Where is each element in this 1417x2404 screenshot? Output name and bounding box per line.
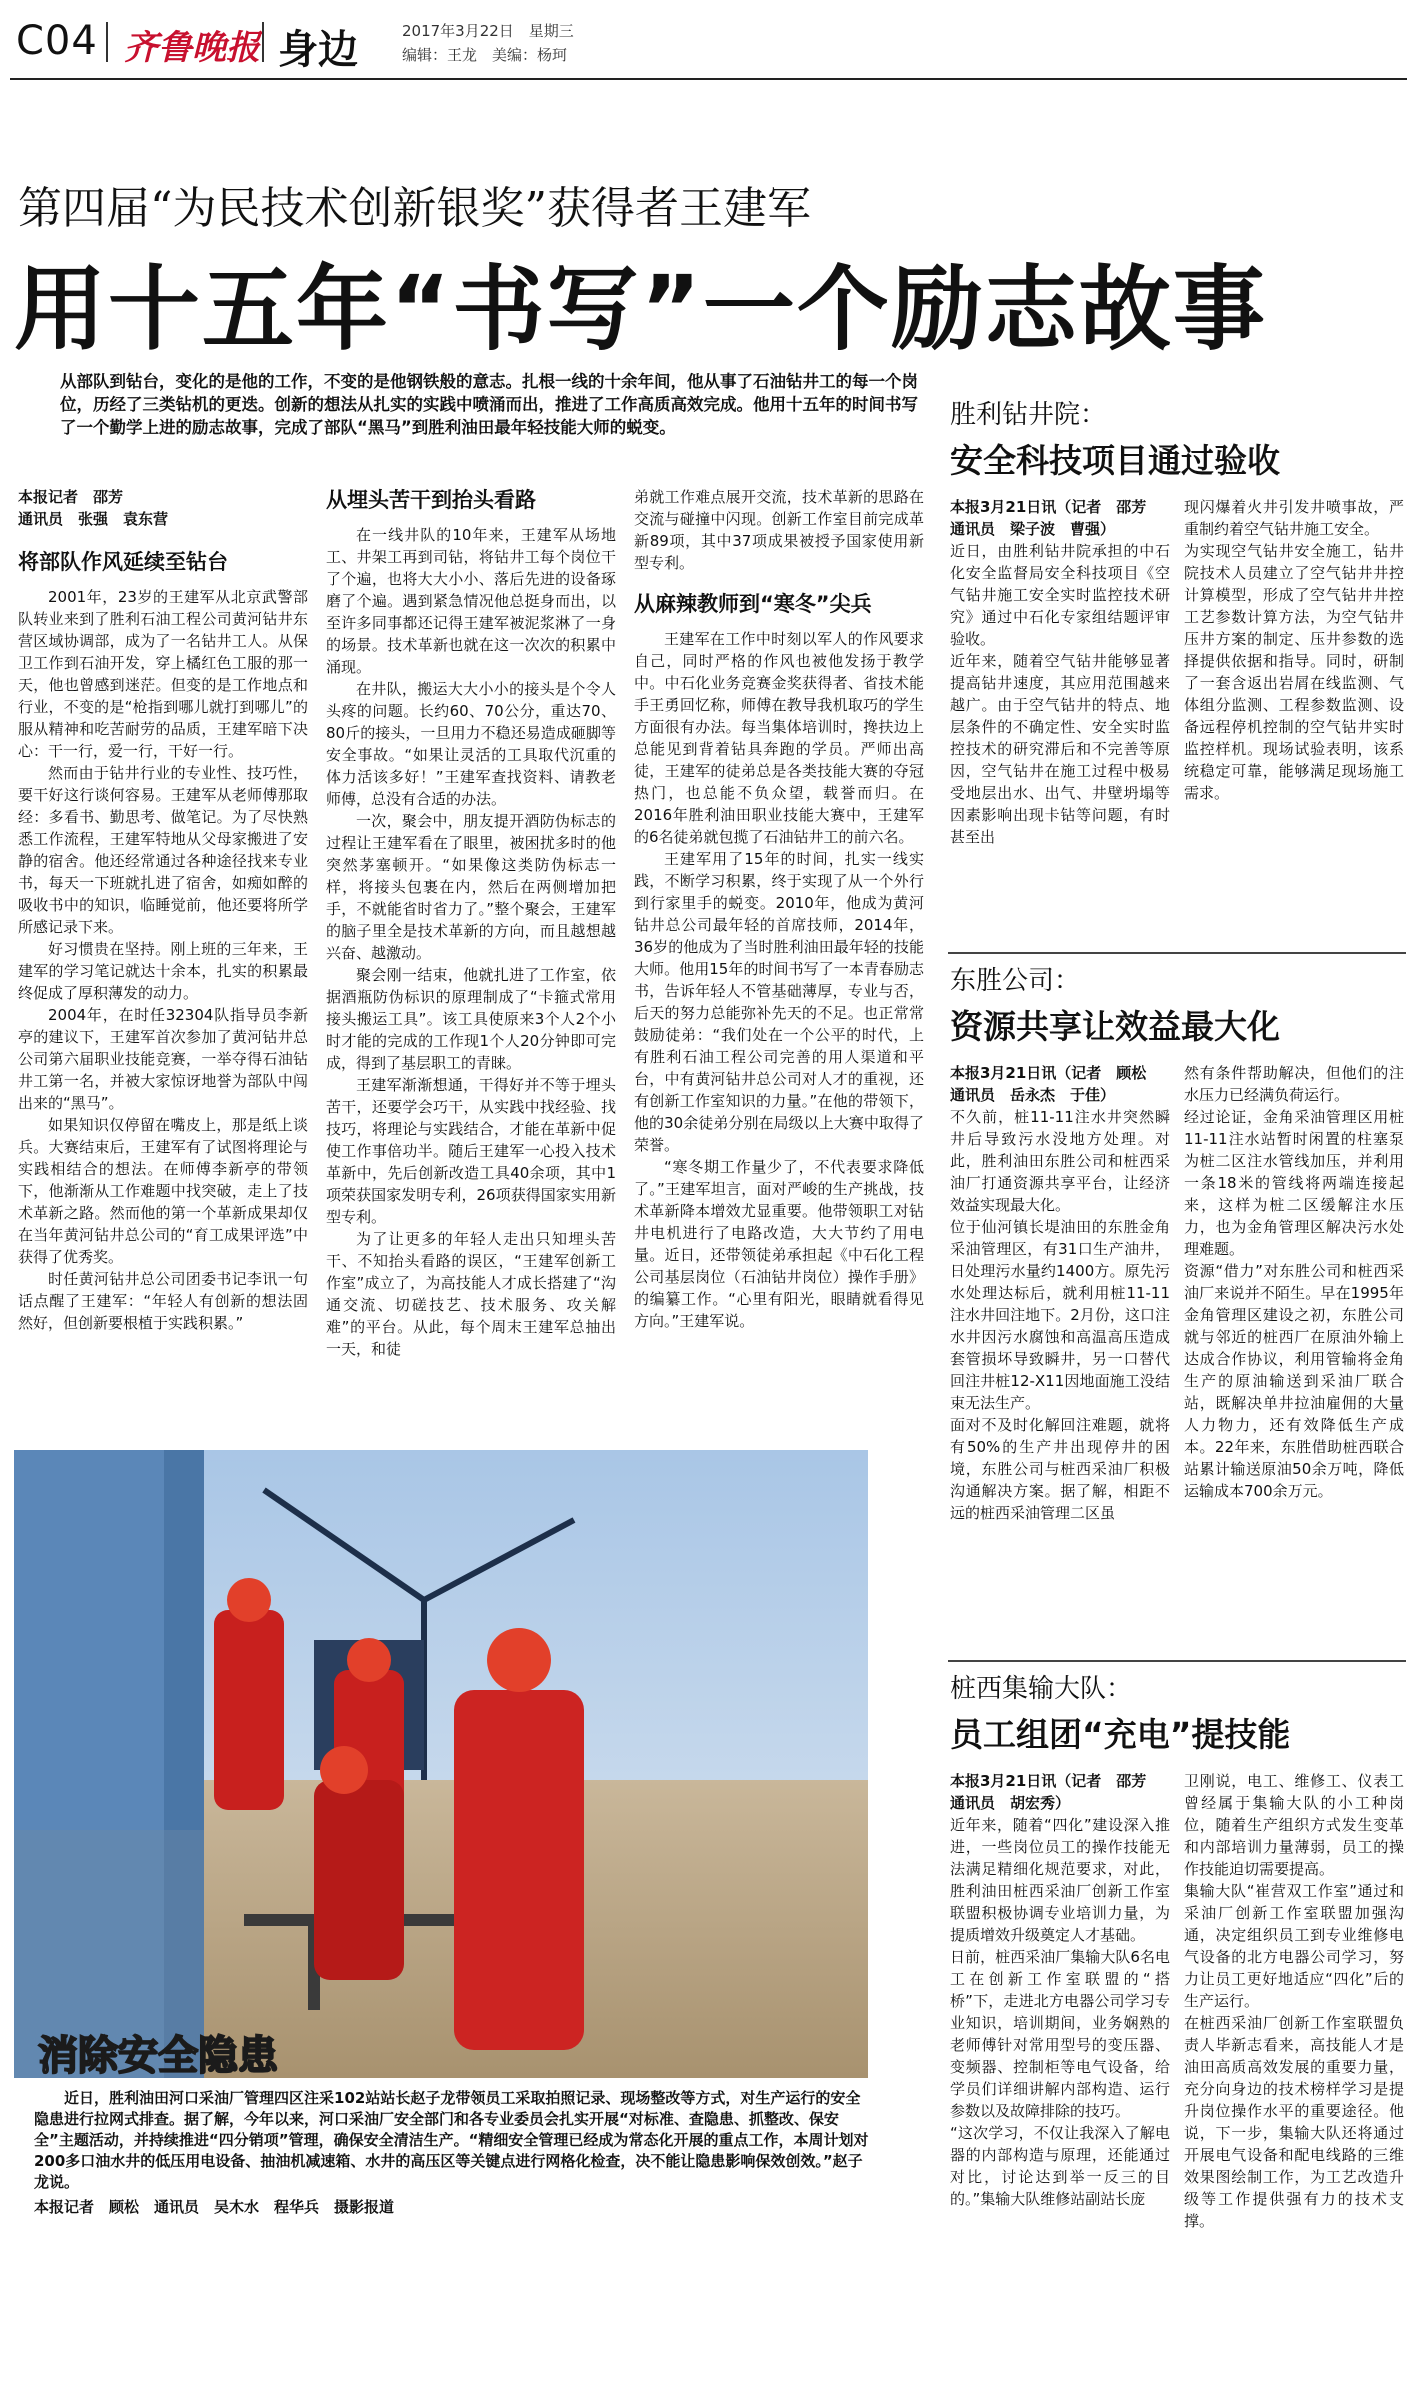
column-text: [18, 586, 308, 1334]
section-divider: [948, 952, 1406, 954]
page-number: C04: [16, 18, 98, 64]
sidebar-story-3: [950, 1672, 1406, 2232]
subheading: 将部队作风延续至钻台: [18, 550, 228, 574]
column-text: [634, 486, 924, 574]
story-title: 安全科技项目通过验收: [950, 441, 1280, 480]
issue-date: 2017年3月22日 星期三: [402, 22, 574, 40]
paragraph: 然而由于钻井行业的专业性、技巧性，要干好这行谈何容易。王建军从老师傅那取经：多看书、勤思考、做笔记。为了尽快熟悉工作流程，王建军特地从父母家搬进了安静的宿舍。他还经常通过各种途径找来专业书，每天一下班就扎进了宿舍，如痴如醉的吸收书中的知识，临睡觉前，他还要将所学所感记录下来。: [18, 764, 308, 936]
story-text: 然有条件帮助解决，但他们的注水压力已经满负荷运行。 经过论证，金角采油管理区用桩11-11注水站暂时闲置的柱塞泵为桩二区注水管线加压，并利用一条18米的管线将两端连接起来，这样为桩二区缓解注水压力，也为金角管理区解决污水处理难题。 资源“借力”对东胜公司和桩西采油厂来说并不陌生。早在1995年金角管理区建设之初，东胜公司就与邻近的桩西厂在原油外输上达成合作协议，利用管输将金角生产的原油输送到采油厂联合站，既解决单井拉油雇佣的大量人力物力，还有效降低生产成本。22年来，东胜借助桩西联合站累计输送原油50余万吨，降低运输成本700余万元。: [1184, 1064, 1404, 1500]
subheading: 从麻辣教师到“寒冬”尖兵: [634, 592, 872, 616]
oilfield-workers-photo: [14, 1450, 868, 2078]
story-column-1: [18, 486, 308, 1334]
paragraph: 聚会刚一结束，他就扎进了工作室，依据酒瓶防伪标识的原理制成了“卡箍式常用接头搬运工具”。该工具使原来3个人2个小时才能的完成的工作现1个人20分钟即可完成，得到了基层职工的青睐。: [326, 966, 616, 1072]
story-headline: 用十五年“书写”一个励志故事: [14, 256, 1267, 363]
story-text: 卫刚说，电工、维修工、仪表工曾经属于集输大队的小工种岗位，随着生产组织方式发生变革和内部培训力量薄弱，员工的操作技能迫切需要提高。 集输大队“崔营双工作室”通过和采油厂创新工作室联盟加强沟通，决定组织员工到专业维修电气设备的北方电器公司学习，努力让员工更好地适应“四化”后的生产运行。 在桩西采油厂创新工作室联盟负责人毕新志看来，高技能人才是油田高质高效发展的重要力量，充分向身边的技术榜样学习是提升岗位操作水平的重要途径。他说，下一步，集输大队还将通过开展电气设备和配电线路的三维效果图绘制工作，为工艺改造升级等工作提供强有力的技术支撑。: [1184, 1772, 1404, 2230]
section-name: 身边: [278, 26, 358, 73]
column-text: [326, 524, 616, 1360]
paragraph: 在一线井队的10年来，王建军从场地工、井架工再到司钻，将钻井工每个岗位干了个遍，也将大大小小、落后先进的设备琢磨了个遍。遇到紧急情况他总挺身而出，以至许多同事都还记得王建军被泥浆淋了一身的场景。技术革新也就在这一次次的积累中涌现。: [326, 526, 616, 676]
paragraph: “寒冬期工作量少了，不代表要求降低了。”王建军坦言，面对严峻的生产挑战，技术革新降本增效尤显重要。他带领职工对钻井电机进行了电路改造，大大节约了用电量。近日，还带领徒弟承担起《中石化工程公司基层岗位（石油钻井岗位）操作手册》的编纂工作。“心里有阳光，眼睛就看得见方向。”王建军说。: [634, 1158, 924, 1330]
story-title-prefix: 桩西集输大队：: [950, 1674, 1133, 1704]
story-title-prefix: 东胜公司：: [950, 966, 1081, 996]
story-text: 近日，由胜利钻井院承担的中石化安全监督局安全科技项目《空气钻井施工安全实时监控技术研究》通过中石化专家组结题评审验收。 近年来，随着空气钻井能够显著提高钻井速度，其应用范围越来越广。由于空气钻井的特点、地层条件的不确定性、安全实时监控技术的研究滞后和不完善等原因，空气钻井在施工过程中极易受地层出水、出气、井壁坍塌等因素影响出现卡钻等问题，有时甚至出: [950, 542, 1170, 846]
story-title-prefix: 胜利钻井院：: [950, 400, 1107, 430]
paragraph: 2001年，23岁的王建军从北京武警部队转业来到了胜利石油工程公司黄河钻井东营区域协调部，成为了一名钻井工人。从保卫工作到石油开发，穿上橘红色工服的那一天，他也曾感到迷茫。但变的是工作地点和行业，不变的是“枪指到哪儿就打到哪儿”的服从精神和吃苦耐劳的品质，王建军暗下决心：干一行，爱一行，干好一行。: [18, 588, 308, 760]
paragraph: 好习惯贵在坚持。刚上班的三年来，王建军的学习笔记就达十余本，扎实的积累最终促成了厚积薄发的动力。: [18, 940, 308, 1002]
section-divider: [948, 1660, 1406, 1662]
paragraph: 弟就工作难点展开交流，技术革新的思路在交流与碰撞中闪现。创新工作室目前完成革新89项，其中37项成果被授予国家使用新型专利。: [634, 488, 924, 572]
photo-caption: [34, 2088, 870, 2218]
subheading: 从埋头苦干到抬头看路: [326, 488, 536, 512]
story-lead: 从部队到钻台，变化的是他的工作，不变的是他钢铁般的意志。扎根一线的十余年间，他从事了石油钻井工的每一个岗位，历经了三类钻机的更迭。创新的想法从扎实的实践中喷涌而出，推进了工作高质高效完成。他用十五年的时间书写了一个勤学上进的励志故事，完成了部队“黑马”到胜利油田最年轻技能大师的蜕变。: [60, 372, 918, 437]
story-text: 现闪爆着火井引发井喷事故，严重制约着空气钻井施工安全。 为实现空气钻井安全施工，钻井院技术人员建立了空气钻井井控计算模型，形成了空气钻井井控工艺参数计算方法，为空气钻井压井方案的制定、压井参数的选择提供依据和指导。同时，研制了一套含返出岩屑在线监测、气体组分监测、工程参数监测、设备远程停机控制的空气钻井实时监控样机。现场试验表明，该系统稳定可靠，能够满足现场施工需求。: [1184, 498, 1404, 802]
story-byline: 本报3月21日讯（记者 邵芳 通讯员 梁子波 曹强）: [950, 498, 1162, 538]
paragraph: 一次，聚会中，朋友提开酒防伪标志的过程让王建军看在了眼里，被困扰多时的他突然茅塞顿开。“如果像这类防伪标志一样，将接头包裹在内，然后在两侧增加把手，不就能省时省力了。”整个聚会，王建军的脑子里全是技术革新的方向，而且越想越兴奋、越激动。: [326, 812, 616, 962]
photo-overlay-title: 消除安全隐患: [38, 2033, 278, 2078]
story-title: 资源共享让效益最大化: [950, 1007, 1280, 1046]
paragraph: 王建军用了15年的时间，扎实一线实践，不断学习积累，终于实现了从一个外行到行家里手的蜕变。2010年，他成为黄河钻井总公司最年轻的首席技师，2014年，36岁的他成为了当时胜利油田最年轻的技能大师。他用15年的时间书写了一本青春励志书，告诉年轻人不管基础薄厚，专业与否，后天的努力总能弥补先天的不足。也正常常鼓励徒弟：“我们处在一个公平的时代，上有胜利石油工程公司完善的用人渠道和平台，中有黄河钻井总公司对人才的重视，还有创新工作室知识的力量。”在他的带领下，他的30余徒弟分别在局级以上大赛中取得了荣誉。: [634, 850, 924, 1154]
caption-text: 近日，胜利油田河口采油厂管理四区注采102站站长赵子龙带领员工采取拍照记录、现场整改等方式，对生产运行的安全隐患进行拉网式排查。据了解，今年以来，河口采油厂安全部门和各专业委员会扎实开展“对标准、查隐患、抓整改、保安全”主题活动，并持续推进“四分销项”管理，确保安全清洁生产。“精细安全管理已经成为常态化开展的重点工作，本周计划对200多口油水井的低压用电设备、抽油机减速箱、水井的高压区等关键点进行网格化检查，决不能让隐患影响保效创效。”赵子龙说。: [34, 2089, 869, 2191]
paragraph: 为了让更多的年轻人走出只知埋头苦干、不知抬头看路的误区，“王建军创新工作室”成立了，为高技能人才成长搭建了“沟通交流、切磋技艺、技术服务、攻关解难”的平台。从此，每个周末王建军总抽出一天，和徒: [326, 1230, 616, 1358]
photo-credit: 本报记者 顾松 通讯员 吴木水 程华兵 摄影报道: [34, 2198, 395, 2216]
story-column-2: [326, 486, 616, 1360]
divider: [262, 22, 264, 62]
paragraph: 王建军在工作中时刻以军人的作风要求自己，同时严格的作风也被他发扬于教学中。中石化业务竞赛金奖获得者、省技术能手王勇回忆称，师傅在教导我机取巧的学生方面很有办法。每当集体培训时，搀扶边上总能见到背着钻具奔跑的学员。严师出高徒，王建军的徒弟总是各类技能大赛的夺冠热门，也总能不负众望，载誉而归。在2016年胜利油田职业技能大赛中，王建军的6名徒弟就包揽了石油钻井工的前六名。: [634, 630, 924, 846]
story-byline: 本报3月21日讯（记者 顾松 通讯员 岳永杰 于佳）: [950, 1064, 1162, 1104]
story-text: 近年来，随着“四化”建设深入推进，一些岗位员工的操作技能无法满足精细化规范要求，对此，胜利油田桩西采油厂创新工作室联盟积极协调专业培训力量，为提质增效升级奠定人才基础。 日前，桩西采油厂集输大队6名电工在创新工作室联盟的“搭桥”下，走进北方电器公司学习专业知识，培训期间，业务娴熟的老师傅针对常用型号的变压器、变频器、控制柜等电气设备，给学员们详细讲解内部构造、运行参数以及故障排除的技巧。 “这次学习，不仅让我深入了解电器的内部构造与原理，还能通过对比，讨论达到举一反三的目的。”集输大队维修站副站长庞: [950, 1816, 1170, 2208]
paragraph: 2004年，在时任32304队指导员李新亭的建议下，王建军首次参加了黄河钻井总公司第六届职业技能竞赛，一举夺得石油钻井工第一名，并被大家惊讶地誉为部队中闯出来的“黑马”。: [18, 1006, 308, 1112]
sidebar-story-1: [950, 398, 1406, 848]
paragraph: 如果知识仅停留在嘴皮上，那是纸上谈兵。大赛结束后，王建军有了试图将理论与实践相结合的想法。在师傅李新亭的带领下，他渐渐从工作难题中找突破，走上了技术革新之路。然而他的第一个革新成果却仅在当年黄河钻井总公司的“育工成果评选”中获得了优秀奖。: [18, 1116, 308, 1266]
news-photo: [14, 1450, 868, 2078]
correspondent-byline: 通讯员 张强 袁东营: [18, 510, 169, 528]
story-kicker: 第四届“为民技术创新银奖”获得者王建军: [18, 183, 811, 234]
story-title: 员工组团“充电”提技能: [950, 1715, 1291, 1754]
story-byline: 本报3月21日讯（记者 邵芳 通讯员 胡宏秀）: [950, 1772, 1162, 1812]
column-text: [634, 628, 924, 1332]
divider: [106, 22, 108, 62]
paragraph: 王建军渐渐想通，干得好并不等于埋头苦干，还要学会巧干，从实践中找经验、找技巧，将理论与实践结合，才能在革新中促使工作事倍功半。随后王建军一心投入技术革新中，先后创新改造工具40余项，其中1项荣获国家发明专利，26项获得国家实用新型专利。: [326, 1076, 616, 1226]
editors-line: 编辑：王龙 美编：杨珂: [402, 46, 568, 64]
masthead: [10, 14, 1407, 73]
reporter-byline: 本报记者 邵芳: [18, 488, 124, 506]
newspaper-logo: 齐鲁晚报: [124, 28, 260, 68]
paragraph: 在井队，搬运大大小小的接头是个令人头疼的问题。长约60、70公分，重达70、80斤的接头，一旦用力不稳还易造成砸脚等安全事故。“如果让灵活的工具取代沉重的体力活该多好！”王建军查找资料、请教老师傅，总没有合适的办法。: [326, 680, 616, 808]
sidebar-story-2: [950, 964, 1406, 1524]
story-column-3: [634, 486, 924, 1332]
paragraph: 时任黄河钻井总公司团委书记李讯一句话点醒了王建军：“年轻人有创新的想法固然好，但创新要根植于实践积累。”: [18, 1270, 308, 1332]
story-text: 不久前，桩11-11注水井突然瞬井后导致污水没地方处理。对此，胜利油田东胜公司和桩西采油厂打通资源共享平台，让经济效益实现最大化。 位于仙河镇长堤油田的东胜金角采油管理区，有31口生产油井，日处理污水量约1400方。原先污水处理达标后，就利用桩11-11注水井回注地下。2月份，这口注水井因污水腐蚀和高温高压造成套管损坏导致瞬井，另一口替代回注井桩12-X11因地面施工没结束无法生产。 面对不及时化解回注难题，就将有50%的生产井出现停井的困境，东胜公司与桩西采油厂积极沟通解决方案。据了解，相距不远的桩西采油管理二区虽: [950, 1108, 1170, 1522]
header-rule: [10, 78, 1407, 80]
